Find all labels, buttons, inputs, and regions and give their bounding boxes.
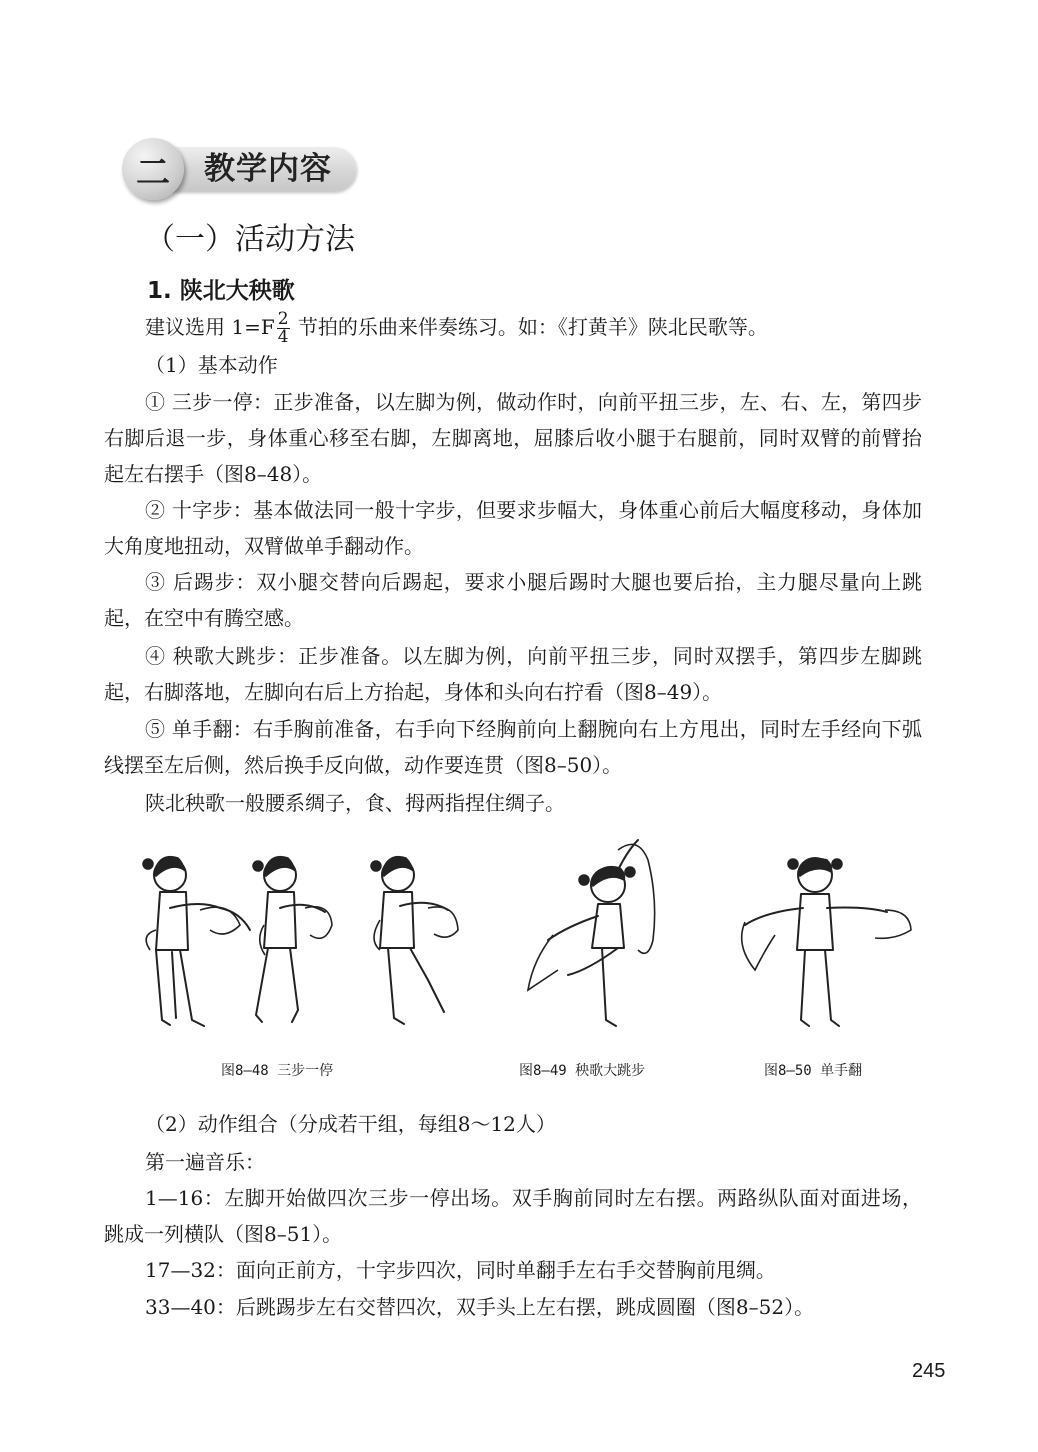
subsection-heading: （一）活动方法 <box>145 222 355 257</box>
time-sig-bottom: 4 <box>277 327 289 347</box>
move-paragraph: ④ 秧歌大跳步：正步准备。以左脚为例，向前平扭三步，同时双摆手，第四步左脚跳起，右脚落地，左脚向右后上方抬起，身体和头向右拧看（图8–49）。 <box>104 644 922 704</box>
music-heading: 第一遍音乐： <box>145 1150 265 1174</box>
move-paragraph: ⑤ 单手翻：右手胸前准备，右手向下经胸前向上翻腕向右上方甩出，同时左手经向下弧线摆至左后侧，然后换手反向做，动作要连贯（图8–50）。 <box>104 717 922 777</box>
step-paragraph: 1—16：左脚开始做四次三步一停出场。双手胸前同时左右摆。两路纵队面对面进场，跳成一列横队（图8–51）。 <box>104 1186 922 1246</box>
page-number: 245 <box>912 1360 946 1382</box>
section-number: 二 <box>122 138 184 200</box>
figure-caption: 图8–49 秧歌大跳步 <box>519 1063 646 1079</box>
dancer-figure <box>528 840 655 1026</box>
topic-heading: 1. 陕北大秧歌 <box>147 278 295 304</box>
silk-note: 陕北秧歌一般腰系绸子，食、拇两指捏住绸子。 <box>145 791 565 815</box>
move-paragraph: ③ 后踢步：双小腿交替向后踢起，要求小腿后踢时大腿也要后抬，主力腿尽量向上跳起，在空中有腾空感。 <box>104 570 922 630</box>
figure-caption: 图8–48 三步一停 <box>221 1063 334 1079</box>
intro-before: 建议选用 <box>145 315 225 339</box>
dancer-figure <box>371 857 458 1024</box>
figure-caption: 图8–50 单手翻 <box>764 1063 863 1079</box>
step-paragraph: 17—32：面向正前方，十字步四次，同时单翻手左右手交替胸前甩绸。 <box>145 1258 776 1282</box>
key-signature: 1=F <box>231 315 275 339</box>
step-paragraph: 33—40：后跳踢步左右交替四次，双手头上左右摆，跳成圆圈（图8–52）。 <box>145 1295 815 1319</box>
move-paragraph: ② 十字步：基本做法同一般十字步，但要求步幅大，身体重心前后大幅度移动，身体加大角度地扭动，双臂做单手翻动作。 <box>104 498 922 558</box>
intro-after: 节拍的乐曲来伴奏练习。如：《打黄羊》陕北民歌等。 <box>297 315 768 339</box>
combo-heading: （2）动作组合（分成若干组，每组8～12人） <box>145 1112 556 1136</box>
intro-line <box>145 309 768 346</box>
dance-illustrations <box>130 830 930 1055</box>
section-title: 教学内容 <box>204 151 332 187</box>
basic-heading: （1）基本动作 <box>145 353 278 377</box>
time-signature <box>277 311 290 346</box>
time-sig-top: 2 <box>277 309 289 329</box>
dancer-figure <box>253 857 332 1022</box>
move-paragraph: ① 三步一停：正步准备，以左脚为例，做动作时，向前平扭三步，左、右、左，第四步右脚后退一步，身体重心移至右脚，左脚离地，屈膝后收小腿于右腿前，同时双臂的前臂抬起左右摆手（图8–48）。 <box>104 390 922 486</box>
section-banner <box>122 138 358 200</box>
dancer-figure <box>143 857 250 1026</box>
dancer-figure <box>742 858 911 1026</box>
